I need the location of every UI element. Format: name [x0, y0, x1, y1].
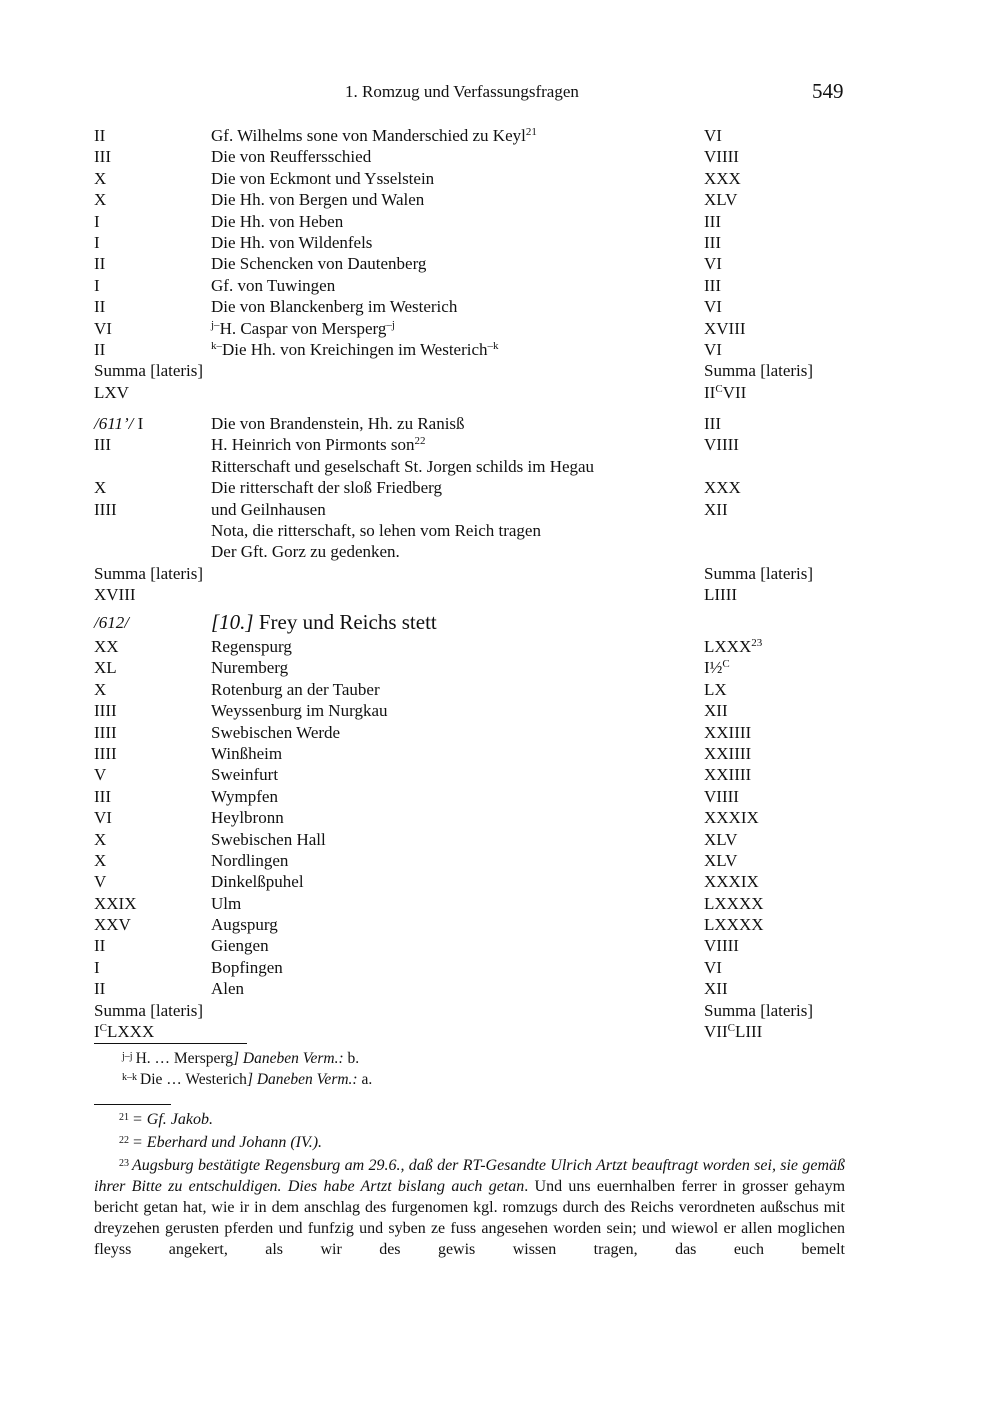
- footnote-21: $^{21}$ = Gf. Jakob.: [119, 1111, 213, 1128]
- count-left: [94, 850, 106, 871]
- apparatus-note-k: $^{k-k}$ Die … Westerich] Daneben Verm.: a.: [122, 1071, 373, 1088]
- entry-name: [211, 786, 278, 807]
- entry-name: [211, 636, 292, 657]
- text-segment: IIII: [94, 722, 117, 742]
- entry-name: [211, 232, 372, 253]
- text-segment: XXXIX: [704, 872, 759, 892]
- text-segment: H. Heinrich von Pirmonts son: [211, 435, 415, 455]
- text-segment: Nuremberg: [211, 658, 289, 678]
- count-right: [704, 339, 722, 360]
- text-segment: I: [94, 1022, 100, 1042]
- count-left: [94, 296, 105, 317]
- count-right: [704, 584, 737, 605]
- text-segment: LXXXX: [704, 893, 764, 913]
- count-right: [704, 957, 722, 978]
- table-row: [94, 296, 854, 317]
- entry-name: [211, 722, 340, 743]
- count-right: [704, 413, 721, 434]
- text-segment: X: [94, 850, 107, 870]
- count-left: [94, 1000, 203, 1021]
- count-right: [704, 477, 741, 498]
- entry-name: [211, 318, 395, 339]
- text-segment: Giengen: [211, 936, 269, 956]
- table-row: [94, 253, 854, 274]
- text-segment: Der Gft. Gorz zu gedenken.: [211, 542, 400, 562]
- table-section-3: [94, 612, 854, 1042]
- text-segment: VIIII: [704, 435, 739, 455]
- superscript: 23: [751, 637, 763, 649]
- entry-name: [211, 612, 437, 633]
- text-segment: I: [94, 232, 100, 252]
- text-segment: Die von Reuffersschied: [211, 147, 372, 167]
- text-segment: III: [94, 147, 111, 167]
- entry-name: [211, 978, 244, 999]
- count-right: [704, 657, 730, 678]
- table-row: [94, 146, 854, 167]
- text-segment: VI: [704, 339, 722, 359]
- text-segment: XXX: [704, 478, 741, 498]
- text-segment: XLV: [704, 829, 738, 849]
- count-right: [704, 914, 764, 935]
- text-segment: Nota, die ritterschaft, so lehen vom Reich tragen: [211, 520, 541, 540]
- count-left: [94, 275, 100, 296]
- text-segment: III: [94, 435, 111, 455]
- text-segment: XLV: [704, 850, 738, 870]
- footnote-23: $^{23}$ Augsburg bestätigte Regensburg am 29.6., daß der RT-Gesandte Ulrich Artzt beauftragt worden sei, sie gemäß ihrer Bitte zu entschuldigen. Dies habe Artzt bislang auch getan. Und uns euernhalben ferrer in grosser gehaym bericht getan hat, wie ir in dem anschlag des furgenomen kgl. romzugs durch des Reichs verordneten außschus mit dreyzehen gerusten pferden und funfzig und syben ze fuss angesehen worden sein; und wiewol er allen moglichen fleyss angekert, als wir des gewis wissen tragen, das euch bemelt: [94, 1157, 846, 1258]
- text-segment: VI: [704, 297, 722, 317]
- text-segment: Weyssenburg im Nurgkau: [211, 701, 388, 721]
- text-segment: Die ritterschaft der sloß Friedberg: [211, 478, 443, 498]
- count-right: [704, 764, 751, 785]
- text-segment: II: [94, 297, 106, 317]
- text-segment: III: [704, 211, 721, 231]
- text-segment: Summa [lateris]: [704, 563, 814, 583]
- text-segment: Rotenburg an der Tauber: [211, 679, 380, 699]
- footnote-22: $^{22}$ = Eberhard und Johann (IV.).: [119, 1134, 323, 1151]
- count-left: [94, 413, 143, 434]
- text-segment: Nordlingen: [211, 850, 289, 870]
- text-segment: Swebischen Hall: [211, 829, 326, 849]
- superscript: C: [715, 382, 723, 395]
- apparatus-note-j: $^{j-j}$ H. … Mersperg] Daneben Verm.: b.: [122, 1050, 360, 1067]
- count-left: [94, 584, 136, 605]
- count-right: [704, 499, 728, 520]
- text-segment: XII: [704, 499, 728, 519]
- text-segment: VIIII: [704, 936, 739, 956]
- table-row: [94, 1000, 854, 1021]
- count-left: [94, 612, 129, 633]
- text-segment: VI: [94, 318, 112, 338]
- count-left: [94, 871, 106, 892]
- entry-name: [211, 935, 269, 956]
- entry-name: [211, 275, 335, 296]
- count-right: [704, 978, 728, 999]
- text-segment: III: [704, 414, 721, 433]
- count-left: [94, 125, 105, 146]
- count-right: [704, 232, 721, 253]
- text-segment: Die Hh. von Heben: [211, 211, 344, 231]
- section-heading: [94, 612, 854, 636]
- entry-name: [211, 743, 282, 764]
- entry-name: [211, 807, 284, 828]
- text-segment: H. Caspar von Mersperg: [219, 318, 387, 338]
- table-section-1: [94, 125, 854, 403]
- text-segment: III: [704, 275, 721, 295]
- entry-name: [211, 456, 594, 477]
- count-right: [704, 253, 722, 274]
- entry-name: [211, 829, 326, 850]
- table-row: [94, 914, 854, 935]
- text-segment: Gf. von Tuwingen: [211, 275, 336, 295]
- superscript: C: [722, 658, 730, 671]
- text-segment: [10.]: [211, 610, 254, 634]
- table-row: [94, 743, 854, 764]
- text-segment: XXIIII: [704, 743, 752, 763]
- footnotes: [94, 1107, 845, 1260]
- count-right: [704, 125, 722, 146]
- text-segment: IIII: [94, 701, 117, 721]
- count-left: [94, 829, 106, 850]
- table-row: [94, 584, 854, 605]
- text-segment: LXXX: [107, 1022, 155, 1042]
- text-segment: XVIII: [94, 585, 136, 605]
- count-left: [94, 764, 106, 785]
- text-segment: Die Hh. von Wildenfels: [211, 232, 373, 252]
- count-right: [704, 786, 739, 807]
- text-segment: XII: [704, 979, 728, 999]
- table-row: [94, 413, 854, 434]
- count-right: [704, 168, 741, 189]
- text-segment: X: [94, 679, 107, 699]
- text-segment: Die von Eckmont und Ysselstein: [211, 168, 435, 188]
- count-right: [704, 871, 759, 892]
- table-row: [94, 382, 854, 403]
- count-left: [94, 679, 106, 700]
- superscript: 22: [414, 435, 426, 448]
- entry-name: [211, 520, 541, 541]
- table-row: [94, 211, 854, 232]
- count-right: [704, 1021, 762, 1042]
- count-left: [94, 360, 203, 381]
- entry-name: [211, 434, 426, 455]
- count-left: [94, 253, 105, 274]
- table-row: [94, 318, 854, 339]
- text-segment: Ritterschaft und geselschaft St. Jorgen schilds im Hegau: [211, 456, 595, 476]
- text-segment: VI: [94, 808, 112, 828]
- entry-name: [211, 477, 442, 498]
- text-segment: XXIIII: [704, 765, 752, 785]
- text-segment: Dinkelßpuhel: [211, 872, 304, 892]
- table-row: [94, 636, 854, 657]
- entry-name: [211, 850, 288, 871]
- text-segment: Die Hh. von Bergen und Walen: [211, 190, 425, 210]
- entry-name: [211, 700, 387, 721]
- count-left: [94, 146, 111, 167]
- entry-name: [211, 541, 400, 562]
- superscript: C: [727, 1022, 735, 1035]
- text-segment: LXXX: [704, 637, 752, 656]
- count-right: [704, 700, 728, 721]
- table-row: [94, 893, 854, 914]
- count-left: [94, 168, 106, 189]
- table-row: [94, 657, 854, 678]
- text-segment: II: [94, 126, 106, 145]
- table-row: [94, 477, 854, 498]
- superscript: –k: [487, 339, 499, 352]
- text-segment: /612/: [94, 613, 129, 632]
- text-segment: LX: [704, 679, 727, 699]
- count-right: [704, 318, 746, 339]
- count-left: [94, 700, 117, 721]
- count-left: [94, 893, 137, 914]
- text-segment: VI: [704, 254, 722, 274]
- text-segment: XXV: [94, 915, 131, 935]
- text-segment: Swebischen Werde: [211, 722, 341, 742]
- count-right: [704, 935, 739, 956]
- text-segment: I: [133, 414, 144, 433]
- text-segment: I: [94, 211, 100, 231]
- text-segment: IIII: [94, 743, 117, 763]
- text-segment: Alen: [211, 979, 245, 999]
- table-row: [94, 275, 854, 296]
- count-left: [94, 935, 105, 956]
- page-number: 549: [812, 79, 844, 103]
- text-segment: Gf. Wilhelms sone von Manderschied zu Keyl: [211, 126, 526, 145]
- count-left: [94, 914, 131, 935]
- text-segment: VIIII: [704, 147, 739, 167]
- text-segment: Summa [lateris]: [94, 563, 204, 583]
- text-segment: X: [94, 478, 107, 498]
- table-row: [94, 1021, 854, 1042]
- count-right: [704, 296, 722, 317]
- text-segment: X: [94, 190, 107, 210]
- text-segment: XXX: [704, 168, 741, 188]
- text-segment: Die von Blanckenberg im Westerich: [211, 297, 458, 317]
- running-head: 1. Romzug und Verfassungsfragen: [345, 82, 579, 101]
- text-segment: II: [94, 339, 106, 359]
- text-segment: II: [94, 254, 106, 274]
- table-row: [94, 978, 854, 999]
- text-segment: Frey und Reichs stett: [253, 610, 437, 634]
- table-row: [94, 499, 854, 520]
- table-row: [94, 125, 854, 146]
- text-segment: LIII: [734, 1022, 763, 1042]
- text-segment: Summa [lateris]: [94, 361, 204, 381]
- count-left: [94, 722, 117, 743]
- count-left: [94, 657, 117, 678]
- count-right: [704, 893, 764, 914]
- table-row: [94, 935, 854, 956]
- count-right: [704, 743, 751, 764]
- text-segment: I: [94, 957, 100, 977]
- text-segment: Die von Brandenstein, Hh. zu Ranisß: [211, 414, 465, 433]
- text-segment: XVIII: [704, 318, 746, 338]
- table-section-2: [94, 413, 854, 606]
- text-segment: LXV: [94, 382, 129, 402]
- table-row: [94, 807, 854, 828]
- text-segment: VI: [704, 957, 722, 977]
- entry-name: [211, 957, 283, 978]
- text-segment: II: [94, 936, 106, 956]
- count-left: [94, 211, 100, 232]
- entry-name: [211, 914, 278, 935]
- count-right: [704, 189, 737, 210]
- entry-name: [211, 657, 288, 678]
- text-segment: Bopfingen: [211, 957, 283, 977]
- count-left: [94, 232, 100, 253]
- text-segment: I: [94, 275, 100, 295]
- text-segment: Sweinfurt: [211, 765, 279, 785]
- table-row: [94, 339, 854, 360]
- count-right: [704, 829, 737, 850]
- table-row: [94, 189, 854, 210]
- entry-name: [211, 764, 278, 785]
- entry-name: [211, 871, 304, 892]
- apparatus-rule: [94, 1043, 247, 1044]
- entry-name: [211, 253, 426, 274]
- text-segment: VI: [704, 126, 722, 145]
- text-segment: /611’/: [94, 414, 134, 433]
- superscript: j–: [211, 318, 220, 331]
- superscript: C: [99, 1022, 108, 1035]
- count-left: [94, 786, 111, 807]
- text-segment: Winßheim: [211, 743, 283, 763]
- footnote-rule: [94, 1104, 171, 1105]
- table-row: [94, 456, 854, 477]
- text-segment: II: [94, 979, 106, 999]
- count-left: [94, 1021, 154, 1042]
- text-segment: I½: [704, 658, 723, 678]
- count-left: [94, 382, 129, 403]
- count-right: [704, 636, 762, 657]
- count-left: [94, 978, 105, 999]
- entry-name: [211, 146, 371, 167]
- table-row: [94, 360, 854, 381]
- text-segment: XXXIX: [704, 808, 759, 828]
- count-right: [704, 1000, 813, 1021]
- text-segment: Ulm: [211, 893, 242, 913]
- count-left: [94, 743, 117, 764]
- text-segment: Die Schencken von Dautenberg: [211, 254, 427, 274]
- table-row: [94, 679, 854, 700]
- superscript: k–: [211, 339, 222, 352]
- count-left: [94, 636, 119, 657]
- text-segment: Die Hh. von Kreichingen im Westerich: [222, 339, 488, 359]
- text-segment: Heylbronn: [211, 808, 284, 828]
- text-segment: Augspurg: [211, 915, 278, 935]
- table-row: [94, 700, 854, 721]
- text-segment: IIII: [94, 499, 117, 519]
- entry-name: [211, 189, 424, 210]
- text-segment: XL: [94, 658, 117, 678]
- count-left: [94, 477, 106, 498]
- count-right: [704, 679, 727, 700]
- table-row: [94, 232, 854, 253]
- table-row: [94, 168, 854, 189]
- text-segment: XXIX: [94, 893, 137, 913]
- count-right: [704, 211, 721, 232]
- count-left: [94, 189, 106, 210]
- text-segment: X: [94, 168, 107, 188]
- table-row: [94, 434, 854, 455]
- superscript: –j: [386, 318, 395, 331]
- text-segment: III: [704, 232, 721, 252]
- text-segment: Wympfen: [211, 786, 278, 806]
- text-segment: XX: [94, 637, 119, 656]
- text-segment: Regenspurg: [211, 637, 292, 656]
- entry-name: [211, 679, 380, 700]
- table-row: [94, 850, 854, 871]
- table-row: [94, 764, 854, 785]
- count-right: [704, 722, 751, 743]
- count-left: [94, 434, 111, 455]
- count-left: [94, 339, 105, 360]
- text-segment: LIIII: [704, 585, 738, 605]
- entry-name: [211, 339, 499, 360]
- count-left: [94, 499, 117, 520]
- count-left: [94, 957, 100, 978]
- count-right: [704, 434, 739, 455]
- count-right: [704, 146, 739, 167]
- superscript: 21: [525, 126, 537, 138]
- entry-name: [211, 413, 465, 434]
- text-segment: X: [94, 829, 107, 849]
- entry-name: [211, 296, 457, 317]
- entry-name: [211, 211, 343, 232]
- count-right: [704, 360, 813, 381]
- table-row: [94, 520, 854, 541]
- count-right: [704, 382, 746, 403]
- table-row: [94, 541, 854, 562]
- text-segment: II: [704, 382, 716, 402]
- text-segment: V: [94, 872, 107, 892]
- table-row: [94, 786, 854, 807]
- text-segment: Summa [lateris]: [704, 1000, 814, 1020]
- table-row: [94, 829, 854, 850]
- table-row: [94, 563, 854, 584]
- text-segment: und Geilnhausen: [211, 499, 326, 519]
- table-row: [94, 722, 854, 743]
- entry-name: [211, 499, 326, 520]
- text-segment: Summa [lateris]: [704, 361, 814, 381]
- count-right: [704, 275, 721, 296]
- text-segment: V: [94, 765, 107, 785]
- text-segment: III: [94, 786, 111, 806]
- entry-name: [211, 893, 241, 914]
- table-row: [94, 957, 854, 978]
- count-right: [704, 563, 813, 584]
- count-right: [704, 807, 759, 828]
- table-row: [94, 871, 854, 892]
- count-left: [94, 563, 203, 584]
- text-segment: XXIIII: [704, 722, 752, 742]
- text-segment: XII: [704, 701, 728, 721]
- count-right: [704, 850, 737, 871]
- text-segment: LXXXX: [704, 915, 764, 935]
- text-segment: XLV: [704, 190, 738, 210]
- text-segment: VII: [704, 1022, 728, 1042]
- count-left: [94, 318, 112, 339]
- text-segment: VII: [722, 382, 747, 402]
- count-left: [94, 807, 112, 828]
- entry-name: [211, 168, 434, 189]
- text-segment: Summa [lateris]: [94, 1000, 204, 1020]
- text-segment: VIIII: [704, 786, 739, 806]
- entry-name: [211, 125, 537, 146]
